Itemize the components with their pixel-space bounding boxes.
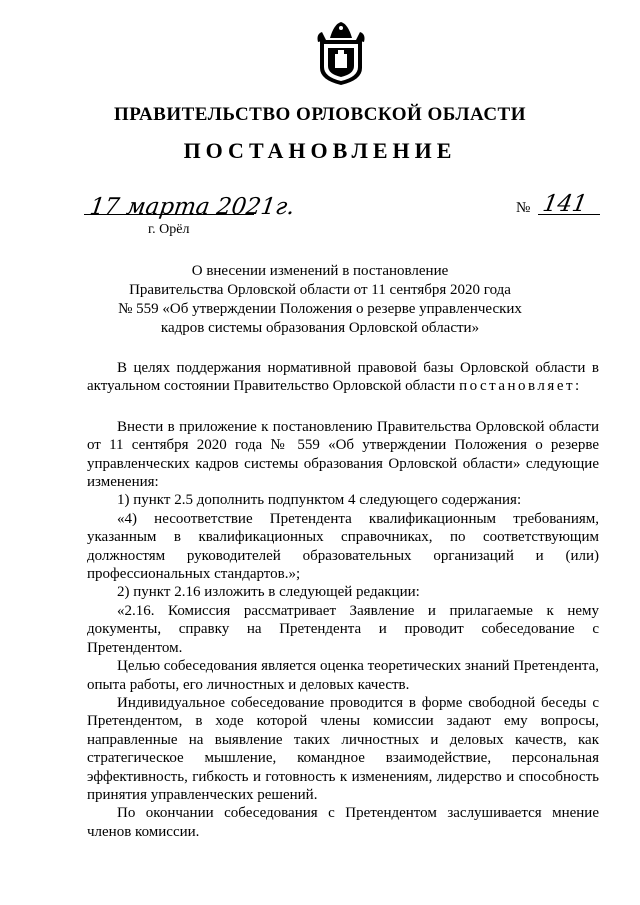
document-number-handwritten: 141 [540,191,590,217]
amendment-item-2: 2) пункт 2.16 изложить в следующей редакции: [117,584,420,601]
city-label: г. Орёл [148,222,190,237]
decides-word: постановляет: [459,378,582,395]
amendment-item-2-paragraph: Индивидуальное собеседование проводится в форме свободной беседы с Претендентом, в ходе которой члены комиссии задают ему вопросы, направленные на выявление таких личностных и деловых качеств, как стратегическое мышление, командное взаимодействие, персональная эффективность, гибкость и готовность к изменениям, лидерство и способность принятия управленческих решений. [87,694,599,803]
preamble-text: В целях поддержания нормативной правовой базы Орловской области в актуальном состоянии Правительство Орловской области [87,360,599,395]
amendment-item-2-paragraph: «2.16. Комиссия рассматривает Заявление и прилагаемые к нему документы, справку на Претендента и проводит собеседование с Претендентом. [87,602,599,656]
subject-line: О внесении изменений в постановление [191,263,449,279]
intro-paragraph: Внести в приложение к постановлению Правительства Орловской области от 11 сентября 2020 года № 559 «Об утверждении Положения о резерве управленческих кадров системы образования Орловской области» следующие изменения: [87,418,599,491]
document-type-title: ПОСТАНОВЛЕНИЕ [183,138,457,163]
number-underline [538,214,600,215]
subject-line: Правительства Орловской области от 11 сентября 2020 года [129,282,511,298]
government-title: ПРАВИТЕЛЬСТВО ОРЛОВСКОЙ ОБЛАСТИ [113,104,526,125]
amendment-item-1-text: «4) несоответствие Претендента квалификационным требованиям, указанным в квалификационных справочниках, по соответствующим должностям руководителей образовательных организаций и (или) профессиональных стандартов.»; [87,510,599,583]
amendment-item-2-paragraph: Целью собеседования является оценка теоретических знаний Претендента, опыта работы, его личностных и деловых качеств. [87,658,600,693]
number-label: № [516,200,531,216]
subject-line: № 559 «Об утверждении Положения о резерве управленческих [118,301,522,317]
document-subject [0,262,640,338]
date-underline [84,214,254,215]
signed-date-handwritten: 17 марта 2021г. [88,194,297,220]
amendment-item-2-paragraph: По окончании собеседования с Претендентом заслушивается мнение членов комиссии. [87,805,599,840]
document-body [87,359,599,841]
subject-line: кадров системы образования Орловской области» [160,320,480,336]
preamble-paragraph [87,359,599,396]
amendment-item-1: 1) пункт 2.5 дополнить подпунктом 4 следующего содержания: [117,492,522,509]
coat-of-arms-emblem [316,20,366,86]
